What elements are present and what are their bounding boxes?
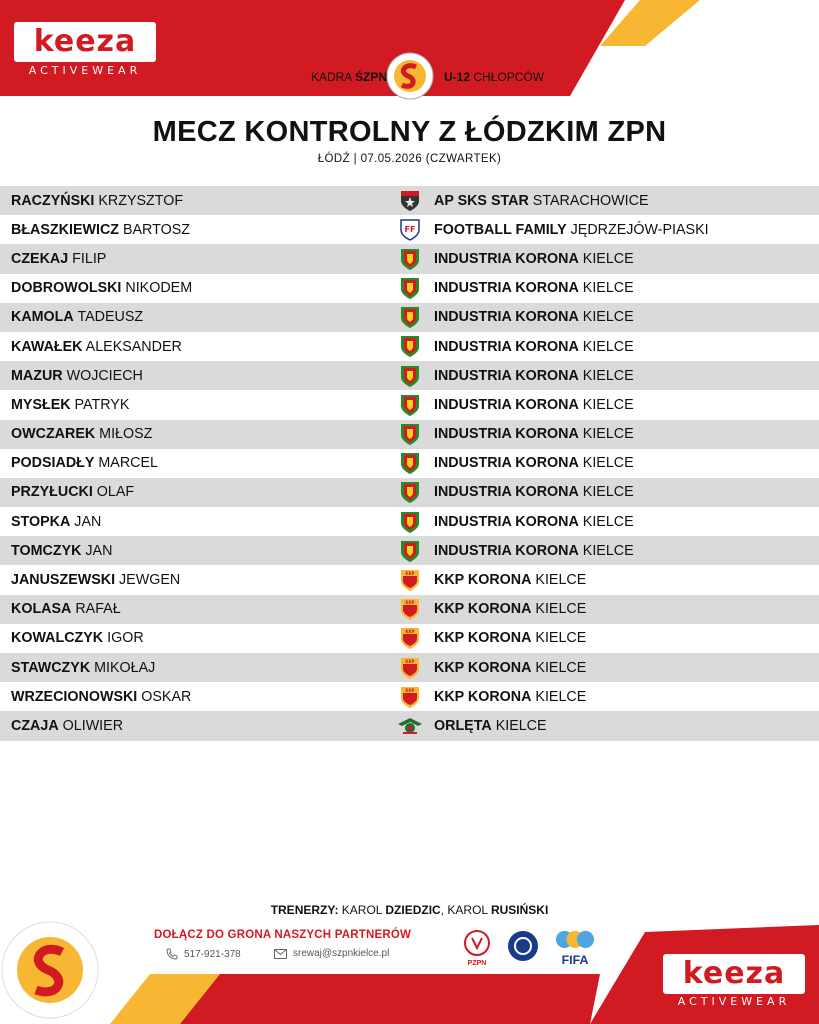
- club-name: INDUSTRIA KORONA KIELCE: [434, 513, 634, 530]
- uefa-logo-icon: [505, 928, 541, 968]
- player-name: STAWCZYK MIKOŁAJ: [11, 659, 156, 676]
- category-label: U-12 CHŁOPCÓW: [444, 70, 545, 84]
- player-name: STOPKA JAN: [11, 513, 102, 530]
- footer-brand-logo: keeza: [663, 954, 805, 994]
- player-row: [0, 361, 819, 390]
- player-name: BŁASZKIEWICZ BARTOSZ: [11, 221, 190, 238]
- player-name: CZEKAJ FILIP: [11, 250, 107, 267]
- footer-brand-tagline: ACTIVEWEAR: [677, 995, 791, 1008]
- player-name: KOLASA RAFAŁ: [11, 601, 121, 618]
- email-contact: srewaj@szpnkielce.pl: [274, 948, 389, 959]
- player-row: [0, 420, 819, 449]
- kkp-crest-icon: [397, 656, 423, 679]
- club-name: INDUSTRIA KORONA KIELCE: [434, 484, 634, 501]
- player-name: OWCZAREK MIŁOSZ: [11, 426, 153, 443]
- kkp-crest-icon: [397, 627, 423, 650]
- player-name: KAWAŁEK ALEKSANDER: [11, 338, 182, 355]
- korona-crest-icon: [397, 335, 423, 358]
- player-row: [0, 653, 819, 682]
- club-name: INDUSTRIA KORONA KIELCE: [434, 455, 634, 472]
- player-name: CZAJA OLIWIER: [11, 717, 124, 734]
- player-name: RACZYŃSKI KRZYSZTOF: [11, 192, 184, 209]
- szpn-logo-icon: [386, 52, 434, 100]
- svg-text:KKP: KKP: [405, 658, 415, 664]
- player-row: [0, 536, 819, 565]
- player-row: [0, 332, 819, 361]
- svg-text:KKP: KKP: [405, 600, 415, 606]
- player-name: PRZYŁUCKI OLAF: [11, 484, 135, 501]
- korona-crest-icon: [397, 539, 423, 562]
- player-row: [0, 215, 819, 244]
- envelope-icon: [274, 949, 287, 959]
- player-row: [0, 449, 819, 478]
- player-row: [0, 478, 819, 507]
- club-name: KKP KORONA KIELCE: [434, 572, 587, 589]
- svg-text:KKP: KKP: [405, 629, 415, 635]
- korona-crest-icon: [397, 452, 423, 475]
- player-row: [0, 274, 819, 303]
- fifa-logo-icon: [553, 928, 597, 968]
- club-name: AP SKS STAR STARACHOWICE: [434, 192, 649, 209]
- svg-text:KKP: KKP: [405, 570, 415, 576]
- partners-callout: DOŁĄCZ DO GRONA NASZYCH PARTNERÓW: [154, 929, 412, 941]
- player-name: JANUSZEWSKI JEWGEN: [11, 572, 181, 589]
- player-name: TOMCZYK JAN: [11, 542, 113, 559]
- svg-text:PZPN: PZPN: [467, 960, 487, 967]
- korona-crest-icon: [397, 510, 423, 533]
- korona-crest-icon: [397, 247, 423, 270]
- player-name: KAMOLA TADEUSZ: [11, 309, 144, 326]
- club-name: KKP KORONA KIELCE: [434, 630, 587, 647]
- club-name: INDUSTRIA KORONA KIELCE: [434, 367, 634, 384]
- korona-crest-icon: [397, 423, 423, 446]
- club-name: INDUSTRIA KORONA KIELCE: [434, 396, 634, 413]
- svg-text:KKP: KKP: [405, 687, 415, 693]
- player-row: [0, 565, 819, 594]
- club-name: INDUSTRIA KORONA KIELCE: [434, 426, 634, 443]
- korona-crest-icon: [397, 481, 423, 504]
- club-name: FOOTBALL FAMILY JĘDRZEJÓW-PIASKI: [434, 221, 709, 238]
- player-row: [0, 624, 819, 653]
- club-name: INDUSTRIA KORONA KIELCE: [434, 309, 634, 326]
- korona-crest-icon: [397, 393, 423, 416]
- player-list: [0, 186, 819, 741]
- match-info: ŁÓDŹ | 07.05.2026 (CZWARTEK): [317, 153, 502, 165]
- phone-contact: 517-921-378: [166, 948, 241, 960]
- player-row: [0, 186, 819, 215]
- kkp-crest-icon: [397, 685, 423, 708]
- club-name: INDUSTRIA KORONA KIELCE: [434, 338, 634, 355]
- pzpn-logo-icon: [462, 928, 492, 968]
- korona-crest-icon: [397, 277, 423, 300]
- svg-text:FF: FF: [404, 225, 416, 235]
- brand-tagline: ACTIVEWEAR: [28, 64, 142, 77]
- svg-text:FIFA: FIFA: [561, 953, 589, 968]
- club-name: KKP KORONA KIELCE: [434, 659, 587, 676]
- player-name: MAZUR WOJCIECH: [11, 367, 143, 384]
- club-name: ORLĘTA KIELCE: [434, 717, 547, 734]
- szpn-emblem-icon: [0, 920, 100, 1020]
- player-row: [0, 682, 819, 711]
- player-row: [0, 244, 819, 273]
- club-name: INDUSTRIA KORONA KIELCE: [434, 542, 634, 559]
- player-name: KOWALCZYK IGOR: [11, 630, 144, 647]
- star-crest-icon: [397, 189, 423, 212]
- club-name: INDUSTRIA KORONA KIELCE: [434, 280, 634, 297]
- orleta-crest-icon: [397, 714, 423, 737]
- brand-logo: keeza: [14, 22, 156, 62]
- player-row: [0, 507, 819, 536]
- player-row: [0, 390, 819, 419]
- player-name: MYSŁEK PATRYK: [11, 396, 130, 413]
- player-name: DOBROWOLSKI NIKODEM: [11, 280, 193, 297]
- club-name: INDUSTRIA KORONA KIELCE: [434, 250, 634, 267]
- korona-crest-icon: [397, 364, 423, 387]
- player-row: [0, 711, 819, 740]
- ff-crest-icon: [397, 218, 423, 241]
- coaches-line: TRENERZY: KAROL DZIEDZIC, KAROL RUSIŃSKI: [270, 903, 549, 917]
- player-name: WRZECIONOWSKI OSKAR: [11, 688, 192, 705]
- player-row: [0, 595, 819, 624]
- phone-icon: [166, 948, 178, 960]
- player-name: PODSIADŁY MARCEL: [11, 455, 158, 472]
- player-row: [0, 303, 819, 332]
- page-title: MECZ KONTROLNY Z ŁÓDZKIM ZPN: [152, 116, 667, 148]
- kkp-crest-icon: [397, 568, 423, 591]
- squad-label: KADRA ŚZPN: [310, 70, 387, 84]
- club-name: KKP KORONA KIELCE: [434, 601, 587, 618]
- club-name: KKP KORONA KIELCE: [434, 688, 587, 705]
- kkp-crest-icon: [397, 598, 423, 621]
- korona-crest-icon: [397, 306, 423, 329]
